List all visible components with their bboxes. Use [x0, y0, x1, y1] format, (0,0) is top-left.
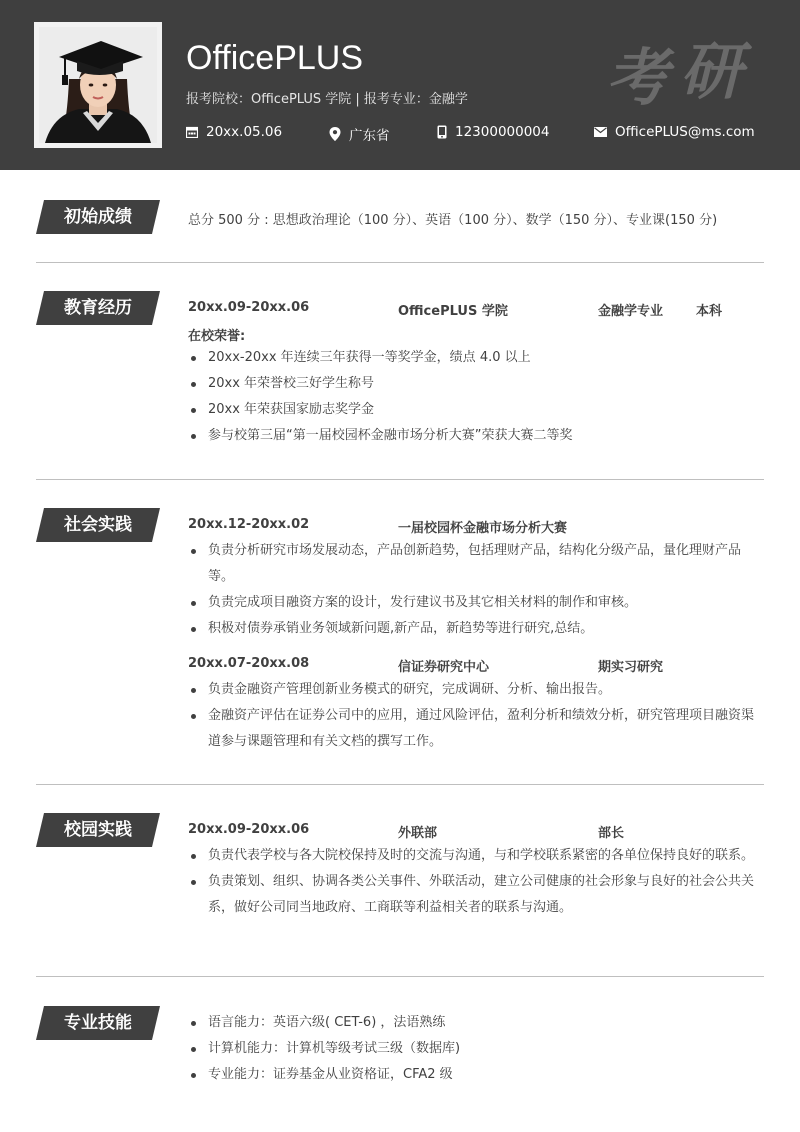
contact-email: [594, 124, 755, 140]
campus-org: 外联部: [398, 826, 438, 841]
kaoyan-watermark: [606, 22, 756, 114]
list-item: 20xx 年荣获国家励志奖学金: [188, 397, 764, 423]
phone-number: 12300000004: [455, 124, 550, 140]
list-item: 20xx 年荣誉校三好学生称号: [188, 371, 764, 397]
section-tag-scores: [36, 200, 160, 234]
scores-summary: 总分 500 分 : 思想政治理论（100 分）、英语（100 分）、数学（150 分）、专业课(150 分): [188, 213, 718, 228]
list-item: 语言能力：英语六级( CET-6) ，法语熟练: [188, 1010, 764, 1036]
applicant-name: OfficePLUS: [186, 39, 364, 77]
phone-icon: [437, 125, 447, 139]
contact-location: [329, 124, 390, 144]
section-tag-skills: [36, 1006, 160, 1040]
campus-role: 部长: [598, 826, 625, 841]
watermark-char: 考: [606, 41, 669, 114]
profile-photo-frame: [34, 22, 162, 148]
section-divider: [36, 784, 764, 785]
education-period: 20xx.09-20xx.06: [188, 300, 310, 315]
section-divider: [36, 479, 764, 480]
education-school: OfficePLUS 学院: [398, 304, 508, 319]
social-period: 20xx.12-20xx.02: [188, 517, 310, 532]
social-org: 信证券研究中心: [398, 660, 490, 675]
email-address: OfficePLUS@ms.com: [615, 124, 755, 140]
watermark-char: 研: [680, 35, 743, 108]
social-bullets: [188, 677, 764, 755]
social-bullets: [188, 538, 764, 642]
list-item: 负责策划、组织、协调各类公关事件、外联活动，建立公司健康的社会形象与良好的社会公共关系，做好公司同当地政府、工商联等利益相关者的联系与沟通。: [188, 869, 764, 921]
section-title: 初始成绩: [64, 207, 132, 227]
honors-label: 在校荣誉:: [188, 329, 246, 344]
section-title: 专业技能: [64, 1013, 132, 1033]
resume-header: [0, 0, 800, 170]
location-text: 广东省: [349, 128, 390, 144]
list-item: 参与校第三届“第一届校园杯金融市场分析大赛”荣获大赛二等奖: [188, 423, 764, 449]
campus-row: [188, 822, 764, 840]
social-role: 期实习研究: [598, 660, 664, 675]
list-item: 20xx-20xx 年连续三年获得一等奖学金，绩点 4.0 以上: [188, 345, 764, 371]
section-tag-education: [36, 291, 160, 325]
social-item-row: [188, 656, 764, 674]
birth-date: 20xx.05.06: [206, 124, 283, 140]
education-degree: 本科: [696, 304, 723, 319]
list-item: 计算机能力：计算机等级考试三级（数据库): [188, 1036, 764, 1062]
section-tag-campus: [36, 813, 160, 847]
list-item: 专业能力：证券基金从业资格证，CFA2 级: [188, 1062, 764, 1088]
campus-bullets: [188, 843, 764, 921]
list-item: 负责完成项目融资方案的设计，发行建议书及其它相关材料的制作和审核。: [188, 590, 764, 616]
contact-info: [186, 124, 766, 142]
social-org: 一届校园杯金融市场分析大赛: [398, 521, 568, 536]
section-divider: [36, 262, 764, 263]
location-pin-icon: [329, 127, 341, 141]
list-item: 负责金融资产管理创新业务模式的研究，完成调研、分析、输出报告。: [188, 677, 764, 703]
honors-list: [188, 345, 764, 449]
list-item: 负责分析研究市场发展动态，产品创新趋势，包括理财产品，结构化分级产品，量化理财产品等。: [188, 538, 764, 590]
contact-phone: [437, 124, 549, 140]
section-tag-social: [36, 508, 160, 542]
section-divider: [36, 976, 764, 977]
section-title: 社会实践: [64, 515, 132, 535]
list-item: 积极对债券承销业务领域新问题,新产品，新趋势等进行研究,总结。: [188, 616, 764, 642]
list-item: 负责代表学校与各大院校保持及时的交流与沟通，与和学校联系紧密的各单位保持良好的联系。: [188, 843, 764, 869]
social-item-row: [188, 517, 764, 535]
education-row: [188, 300, 764, 318]
section-title: 校园实践: [64, 820, 132, 840]
envelope-icon: [594, 127, 607, 137]
profile-photo: [39, 27, 157, 143]
education-major: 金融学专业: [598, 304, 664, 319]
social-period: 20xx.07-20xx.08: [188, 656, 310, 671]
skills-list: [188, 1010, 764, 1088]
section-title: 教育经历: [64, 298, 132, 318]
target-school-major: 报考院校：OfficePLUS 学院 | 报考专业：金融学: [186, 92, 468, 107]
calendar-icon: [186, 126, 198, 138]
list-item: 金融资产评估在证券公司中的应用，通过风险评估，盈利分析和绩效分析，研究管理项目融资渠道参与课题管理和有关文档的撰写工作。: [188, 703, 764, 755]
contact-date: [186, 124, 282, 140]
campus-period: 20xx.09-20xx.06: [188, 822, 310, 837]
